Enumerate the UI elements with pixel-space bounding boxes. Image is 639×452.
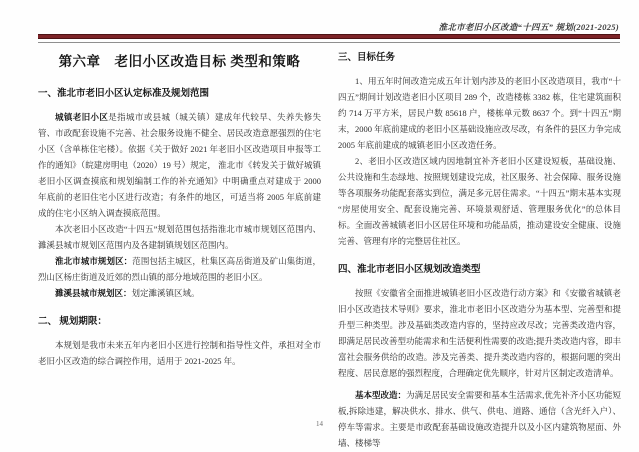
right-paragraph-4-lead: 基本型改造： [355,390,407,400]
section-2-heading: 二、 规划期限： [38,317,107,327]
right-paragraph-3: 按照《安徽省全面推进城镇老旧小区改造行动方案》和《安徽省城镇老旧小区改造技术导则》要求，淮北市老旧小区改造分为基本型、完善型和提升型三种类型。涉及基础类改造内容的，坚持应改尽改；完善类改造内容，即满足居民改善型功能需求和生活便利性需要的改造;提升类改造内容，即丰富社会服务供给的改造。涉及完善类、提升类改造内容的，根据问题的突出程度、居民意愿的强烈程度，合理确定优先顺序，针对片区制定改造清单。 [338,288,621,378]
section-4-heading: 四、淮北市老旧小区规划改造类型 [338,265,481,275]
section-3-heading: 三、目标任务 [338,53,396,63]
page-number: 14 [316,420,323,428]
section-1-heading: 一、淮北市老旧小区认定标准及规划范围 [38,89,210,99]
left-paragraph-5: 本规划是我市未来五年内老旧小区进行控制和指导性文件，承担对全市老旧小区改造的综合调控作用，适用于 2021-2025 年。 [38,340,321,366]
left-column [38,48,321,369]
running-header-title: 淮北市老旧小区改造“十四五” 规划(2021-2025) [438,22,619,32]
left-paragraph-4-text: 划定濉溪镇区域。 [131,288,200,298]
left-paragraph-1 [38,109,321,221]
left-paragraph-1-text: 是指城市或县城（城关镇）建成年代较早、失养失修失管、市政配套设施不完善、社会服务设施不健全、居民改造意愿强烈的住宅小区（含单栋住宅楼）。依据《关于做好 2021 年老旧小区改造项目申报等工作的通知》（皖建房明电（2020）19 号）规定， 淮北市《转发关于做好城镇老旧小区调查摸底和规划编制工作的补充通知》中明确重点对建成于 2000 年底前的老旧住宅小区进行改造；有条件的地区，可适当将 2005 年底前建成的住宅小区纳入调查摸底范围。 [38,112,321,218]
left-paragraph-1-lead: 城镇老旧小区 [55,112,109,122]
header-rule-gray [38,42,620,43]
right-paragraph-4 [338,387,621,451]
left-paragraph-4 [38,285,321,301]
left-paragraph-4-lead: 濉溪县城市规划区： [55,288,132,298]
right-paragraph-4-text: 为满足居民安全需要和基本生活需求,优先补齐小区功能短板,拆除违建，解决供水、排水、供气、供电、道路、通信（含光纤入户）、停车等需求。主要是市政配套基础设施改造提升以及小区内建筑物屋面、外墙、楼梯等 [338,390,621,448]
chapter-title: 第六章 老旧小区改造目标 类型和策略 [58,54,301,69]
right-paragraph-2: 2、老旧小区改造区域内因地制宜补齐老旧小区建设短板，基础设施、公共设施和生态绿地、按照规划建设完成，社区服务、社会保障、服务设施等各项服务功能配套落实到位，满足多元居住需求。“十四五”期末基本实现“房屋使用安全、配套设施完善、环境景观舒适、管理服务优化”的总体目标。全面改善城镇老旧小区居住环境和功能品质，推动建设安全健康、设施完善、管理有序的完整居住社区。 [338,156,621,246]
left-paragraph-3-text: 范围包括主城区，杜集区高岳街道及矿山集街道，烈山区杨庄街道及近郊的烈山镇的部分地域范围的老旧小区。 [38,256,321,282]
left-paragraph-3 [38,253,321,285]
left-paragraph-3-lead: 淮北市城市规划区： [55,256,133,266]
left-paragraph-2: 本次老旧小区改造“十四五”规划范围包括指淮北市城市规划区范围内、濉溪县城市规划区范围内及各建制镇规划区范围内。 [38,224,321,250]
header-rule-red [38,34,620,39]
right-column [338,48,621,451]
right-paragraph-1: 1、用五年时间改造完成五年计划内涉及的老旧小区改造项目，我市“十四五”期间计划改造老旧小区项目 289 个，改造楼栋 3382 栋，住宅建筑面积约 714 万平方米，居民户数 85618 户，楼栋单元数 8637 个。到“十四五”期末，2000 年底前建成的老旧小区基础设施应改尽改，有条件的县区力争完成 2005 年底前建成的城镇老旧小区改造任务。 [338,76,621,150]
